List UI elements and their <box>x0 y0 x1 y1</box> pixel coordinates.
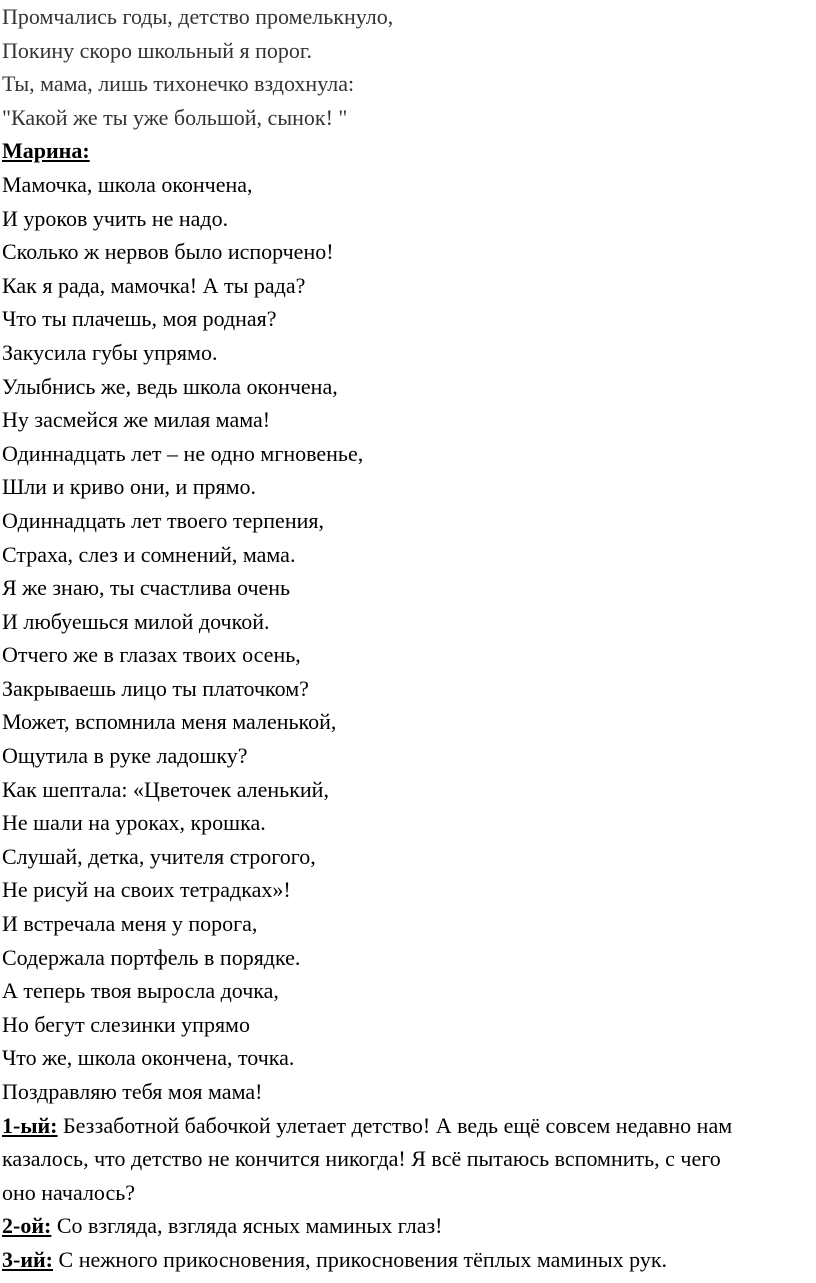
poem-line: Шли и криво они, и прямо. <box>2 474 257 500</box>
poem-line: Как я рада, мамочка! А ты рада? <box>2 272 306 298</box>
poem-line: Но бегут слезинки упрямо <box>2 1011 250 1037</box>
poem-line: Закусила губы упрямо. <box>2 339 218 365</box>
dialogue-line: оно началось? <box>2 1179 136 1205</box>
dialogue-line: казалось, что детство не кончится никогда! Я всё пытаюсь вспомнить, с чего <box>2 1146 721 1172</box>
poem-line: Как шептала: «Цветочек аленький, <box>2 776 329 802</box>
poem-line: И уроков учить не надо. <box>2 205 229 231</box>
poem-line: Улыбнись же, ведь школа окончена, <box>2 373 338 399</box>
poem-line: Мамочка, школа окончена, <box>2 171 253 197</box>
speaker-1-section <box>2 1109 814 1210</box>
poem-line: Может, вспомнила меня маленькой, <box>2 709 337 735</box>
speaker-name: 1-ый: <box>2 1112 58 1138</box>
speaker-2-section <box>2 1209 814 1243</box>
poem-line: Слушай, детка, учителя строгого, <box>2 843 316 869</box>
poem-line: Одиннадцать лет – не одно мгновенье, <box>2 440 364 466</box>
poem-line: А теперь твоя выросла дочка, <box>2 978 279 1004</box>
marina-section <box>2 134 814 1108</box>
document-page <box>2 0 814 1277</box>
poem-line: И любуешься милой дочкой. <box>2 608 270 634</box>
poem-line: Что же, школа окончена, точка. <box>2 1045 295 1071</box>
dialogue-text: С нежного прикосновения, прикосновения тёплых маминых рук. <box>53 1246 668 1272</box>
poem-line: Содержала портфель в порядке. <box>2 944 301 970</box>
poem-line: И встречала меня у порога, <box>2 911 258 937</box>
poem-line: Не шали на уроках, крошка. <box>2 810 266 836</box>
poem-line: Ну засмейся же милая мама! <box>2 407 271 433</box>
speaker-name: 2-ой: <box>2 1213 52 1239</box>
poem-line: Страха, слез и сомнений, мама. <box>2 541 296 567</box>
dialogue-line <box>2 1109 814 1143</box>
poem-line: Я же знаю, ты счастлива очень <box>2 575 291 601</box>
speaker-name: 3-ий: <box>2 1246 54 1272</box>
poem-line: Сколько ж нервов было испорчено! <box>2 239 334 265</box>
dialogue-line <box>2 1209 814 1243</box>
speaker-3-section <box>2 1243 814 1277</box>
speaker-name: Марина: <box>2 138 90 164</box>
intro-line: Покину скоро школьный я порог. <box>2 37 312 63</box>
dialogue-line <box>2 1243 814 1277</box>
poem-line: Что ты плачешь, моя родная? <box>2 306 277 332</box>
poem-line: Не рисуй на своих тетрадках»! <box>2 877 291 903</box>
poem-line: Поздравляю тебя моя мама! <box>2 1079 263 1104</box>
dialogue-text: Беззаботной бабочкой улетает детство! А ведь ещё совсем недавно нам <box>57 1112 733 1138</box>
poem-line: Закрываешь лицо ты платочком? <box>2 675 309 701</box>
poem-line: Отчего же в глазах твоих осень, <box>2 642 301 668</box>
poem-line: Ощутила в руке ладошку? <box>2 743 248 769</box>
poem-line: Одиннадцать лет твоего терпения, <box>2 507 324 533</box>
intro-line: "Какой же ты уже большой, сынок! " <box>2 104 348 130</box>
speaker-heading <box>2 134 814 168</box>
intro-line: Промчались годы, детство промелькнуло, <box>2 4 394 29</box>
dialogue-text: Со взгляда, взгляда ясных маминых глаз! <box>51 1213 443 1239</box>
intro-stanza <box>2 0 814 134</box>
intro-line: Ты, мама, лишь тихонечко вздохнула: <box>2 71 355 97</box>
